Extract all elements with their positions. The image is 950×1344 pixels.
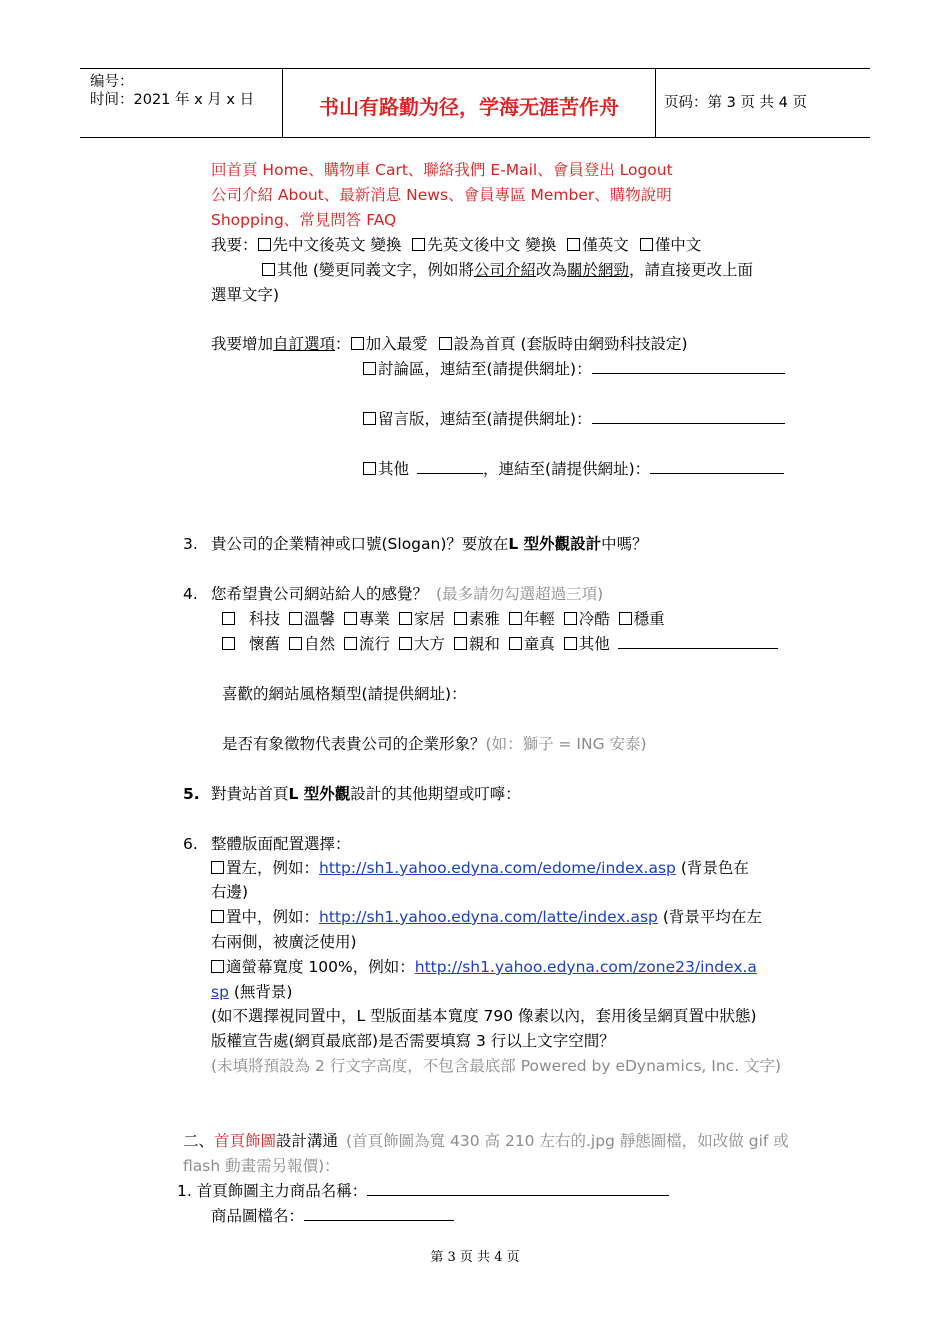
feeling-label: 流行 xyxy=(358,635,390,653)
checkbox[interactable] xyxy=(439,337,452,350)
custom-prefix-underlined: 自 xyxy=(273,335,289,353)
other-text: ，請直接更改上面 xyxy=(629,261,754,279)
checkbox[interactable] xyxy=(211,960,224,973)
q5-text-part: 設計的其他期望或叮嚀： xyxy=(350,785,521,803)
feeling-label: 科技 xyxy=(249,610,281,628)
feeling-label: 冷酷 xyxy=(578,610,610,628)
checkbox[interactable] xyxy=(399,612,412,625)
layout-option-left-line2: 右邊) xyxy=(211,883,249,901)
mascot-text: 是否有象徵物代表貴公司的企業形象？ xyxy=(222,735,486,753)
checkbox[interactable] xyxy=(509,612,522,625)
section2-heading xyxy=(183,1130,789,1152)
q3-text-part: 中嗎？ xyxy=(601,535,648,553)
custom-colon: ： xyxy=(335,335,351,353)
feeling-label: 專業 xyxy=(358,610,390,628)
language-option-label: 僅中文 xyxy=(654,236,702,254)
language-option-label: 先中文後英文 變換 xyxy=(272,236,402,254)
feeling-label: 童真 xyxy=(523,635,555,653)
feeling-label: 親和 xyxy=(468,635,500,653)
custom-other-name-field[interactable] xyxy=(417,459,483,474)
q5-text-bold: L 型外觀 xyxy=(288,785,351,803)
layout-option-full-line2 xyxy=(211,981,292,1003)
menu-line-2: 公司介紹 About、最新消息 News、會員專區 Member、購物說明 xyxy=(211,186,672,204)
other-text: 改為 xyxy=(536,261,568,279)
feeling-label: 年輕 xyxy=(523,610,555,628)
example-link[interactable]: http://sh1.yahoo.edyna.com/zone23/index.a xyxy=(414,958,757,976)
checkbox[interactable] xyxy=(363,362,376,375)
checkbox[interactable] xyxy=(344,637,357,650)
mascot-question xyxy=(222,733,647,755)
style-question: 喜歡的網站風格類型(請提供網址)： xyxy=(222,685,467,703)
menu-line-3: Shopping、常見問答 FAQ xyxy=(211,211,397,229)
checkbox[interactable] xyxy=(211,861,224,874)
layout-option-center xyxy=(211,906,762,928)
other-underlined: 公司介紹 xyxy=(473,261,536,279)
copyright-hint: (未填將預設為 2 行文字高度，不包含最底部 Powered by eDynamics, Inc. 文字) xyxy=(211,1057,782,1075)
checkbox[interactable] xyxy=(289,637,302,650)
language-option-label: 僅英文 xyxy=(582,236,629,254)
q3-text-bold: L 型外觀設計 xyxy=(508,535,602,553)
section2-hint-line2: flash 動畫需另報價)： xyxy=(183,1157,340,1175)
feeling-other-field[interactable] xyxy=(618,634,778,649)
example-link[interactable]: sp xyxy=(211,983,229,1001)
layout-option-label: 適螢幕寬度 100%，例如： xyxy=(226,958,415,976)
guestbook-url-field[interactable] xyxy=(592,409,785,424)
feeling-row-2 xyxy=(222,633,778,655)
page-label: 页码：第 3 页 共 4 页 xyxy=(664,95,807,111)
checkbox[interactable] xyxy=(509,637,522,650)
q3-text xyxy=(211,533,648,555)
custom-other-label: ，連結至(請提供網址)： xyxy=(483,460,651,478)
section2-hint: (首頁飾圖為寬 430 高 210 左右的.jpg 靜態圖檔，如改做 gif 或 xyxy=(346,1132,789,1150)
forum-label: 討論區，連結至(請提供網址)： xyxy=(378,360,592,378)
product-image-label: 商品圖檔名： xyxy=(211,1207,305,1225)
layout-option-note: (無背景) xyxy=(228,983,293,1001)
q4-hint: (最多請勿勾選超過三項) xyxy=(436,585,604,603)
copyright-question: 版權宣告處(網頁最底部)是否需要填寫 3 行以上文字空間？ xyxy=(211,1032,615,1050)
q5-text-part: 對貴站首頁 xyxy=(211,785,289,803)
checkbox[interactable] xyxy=(222,612,235,625)
document-header xyxy=(80,68,870,138)
q4-number: 4. xyxy=(183,585,198,603)
q6-title: 整體版面配置選擇： xyxy=(211,835,351,853)
q4-question: 您希望貴公司網站給人的感覺？ xyxy=(211,585,429,603)
feeling-label: 大方 xyxy=(413,635,445,653)
feeling-label: 溫馨 xyxy=(303,610,335,628)
checkbox[interactable] xyxy=(564,612,577,625)
feeling-label: 素雅 xyxy=(468,610,500,628)
checkbox[interactable] xyxy=(564,637,577,650)
time-label: 时间：2021 年 x 月 x 日 xyxy=(90,92,255,108)
checkbox[interactable] xyxy=(399,637,412,650)
checkbox[interactable] xyxy=(619,612,632,625)
product-image-row xyxy=(211,1205,454,1227)
section2-title-highlight: 首頁飾圖 xyxy=(214,1132,277,1150)
custom-prefix-underlined: 訂選項 xyxy=(288,335,336,353)
number-label: 编号： xyxy=(90,74,134,90)
custom-other-label: 其他 xyxy=(378,460,410,478)
checkbox[interactable] xyxy=(222,637,235,650)
example-link[interactable]: http://sh1.yahoo.edyna.com/latte/index.asp xyxy=(319,908,658,926)
q5-number: 5. xyxy=(183,785,200,803)
feeling-row-1 xyxy=(222,608,665,630)
q4-text xyxy=(211,583,603,605)
custom-other-option xyxy=(363,458,784,480)
feeling-label: 其他 xyxy=(578,635,610,653)
product-image-field[interactable] xyxy=(304,1206,454,1221)
layout-option-left xyxy=(211,857,749,879)
product-name-row xyxy=(177,1180,669,1202)
section2-title: 設計溝通 xyxy=(276,1132,339,1150)
q3-text-part: 貴公司的企業精神或口號(Slogan)？要放在 xyxy=(211,535,509,553)
layout-option-note: (背景色在 xyxy=(675,859,749,877)
checkbox[interactable] xyxy=(454,637,467,650)
motto: 书山有路勤为径，学海无涯苦作舟 xyxy=(319,95,619,119)
guestbook-option xyxy=(363,408,785,430)
q5-text xyxy=(211,783,521,805)
product-name-field[interactable] xyxy=(367,1181,669,1196)
language-prefix: 我要： xyxy=(211,236,258,254)
checkbox[interactable] xyxy=(262,263,275,276)
feeling-label: 穩重 xyxy=(633,610,665,628)
checkbox[interactable] xyxy=(412,238,425,251)
checkbox[interactable] xyxy=(351,337,364,350)
language-options xyxy=(211,234,701,256)
example-link[interactable]: http://sh1.yahoo.edyna.com/edome/index.asp xyxy=(319,859,676,877)
menu-line-1: 回首頁 Home、購物車 Cart、聯絡我們 E-Mail、會員登出 Logout xyxy=(211,161,673,179)
custom-prefix: 我要增加 xyxy=(211,335,274,353)
q6-number: 6. xyxy=(183,835,198,853)
feeling-label: 懷舊 xyxy=(249,635,281,653)
feeling-label: 自然 xyxy=(303,635,335,653)
mascot-hint: (如：獅子 = ING 安泰) xyxy=(485,735,647,753)
custom-other-url-field[interactable] xyxy=(650,459,784,474)
forum-option xyxy=(363,358,785,380)
page-footer: 第 3 页 共 4 页 xyxy=(430,1250,520,1265)
layout-option-full xyxy=(211,956,757,978)
checkbox[interactable] xyxy=(258,238,271,251)
custom-option-label: 設為首頁 (套版時由網勁科技設定) xyxy=(453,335,688,353)
checkbox[interactable] xyxy=(363,412,376,425)
layout-option-label: 置中，例如： xyxy=(226,908,320,926)
feeling-label: 家居 xyxy=(413,610,445,628)
header-meta-cell xyxy=(80,69,283,137)
other-underlined: 關於網勁 xyxy=(567,261,630,279)
guestbook-label: 留言版，連結至(請提供網址)： xyxy=(378,410,592,428)
layout-note: (如不選擇視同置中，L 型版面基本寬度 790 像素以內，套用後呈網頁置中狀態) xyxy=(211,1007,757,1025)
q3-number: 3. xyxy=(183,535,198,553)
checkbox[interactable] xyxy=(344,612,357,625)
checkbox[interactable] xyxy=(454,612,467,625)
header-page-cell xyxy=(656,69,870,137)
header-motto-cell xyxy=(283,69,656,137)
checkbox[interactable] xyxy=(640,238,653,251)
forum-url-field[interactable] xyxy=(592,359,785,374)
section2-number: 二、 xyxy=(183,1132,215,1150)
language-other-line2: 選單文字) xyxy=(211,286,280,304)
other-text: 其他 (變更同義文字，例如將 xyxy=(277,261,474,279)
language-other xyxy=(262,259,753,281)
checkbox[interactable] xyxy=(211,910,224,923)
layout-option-note: (背景平均在左 xyxy=(657,908,762,926)
layout-option-center-line2: 右兩側，被廣泛使用) xyxy=(211,933,357,951)
custom-option-label: 加入最愛 xyxy=(365,335,428,353)
product-name-label: 1. 首頁飾圖主力商品名稱： xyxy=(177,1182,368,1200)
layout-option-label: 置左，例如： xyxy=(226,859,320,877)
checkbox[interactable] xyxy=(289,612,302,625)
checkbox[interactable] xyxy=(567,238,580,251)
checkbox[interactable] xyxy=(363,462,376,475)
language-option-label: 先英文後中文 變換 xyxy=(427,236,557,254)
custom-options xyxy=(211,333,688,355)
